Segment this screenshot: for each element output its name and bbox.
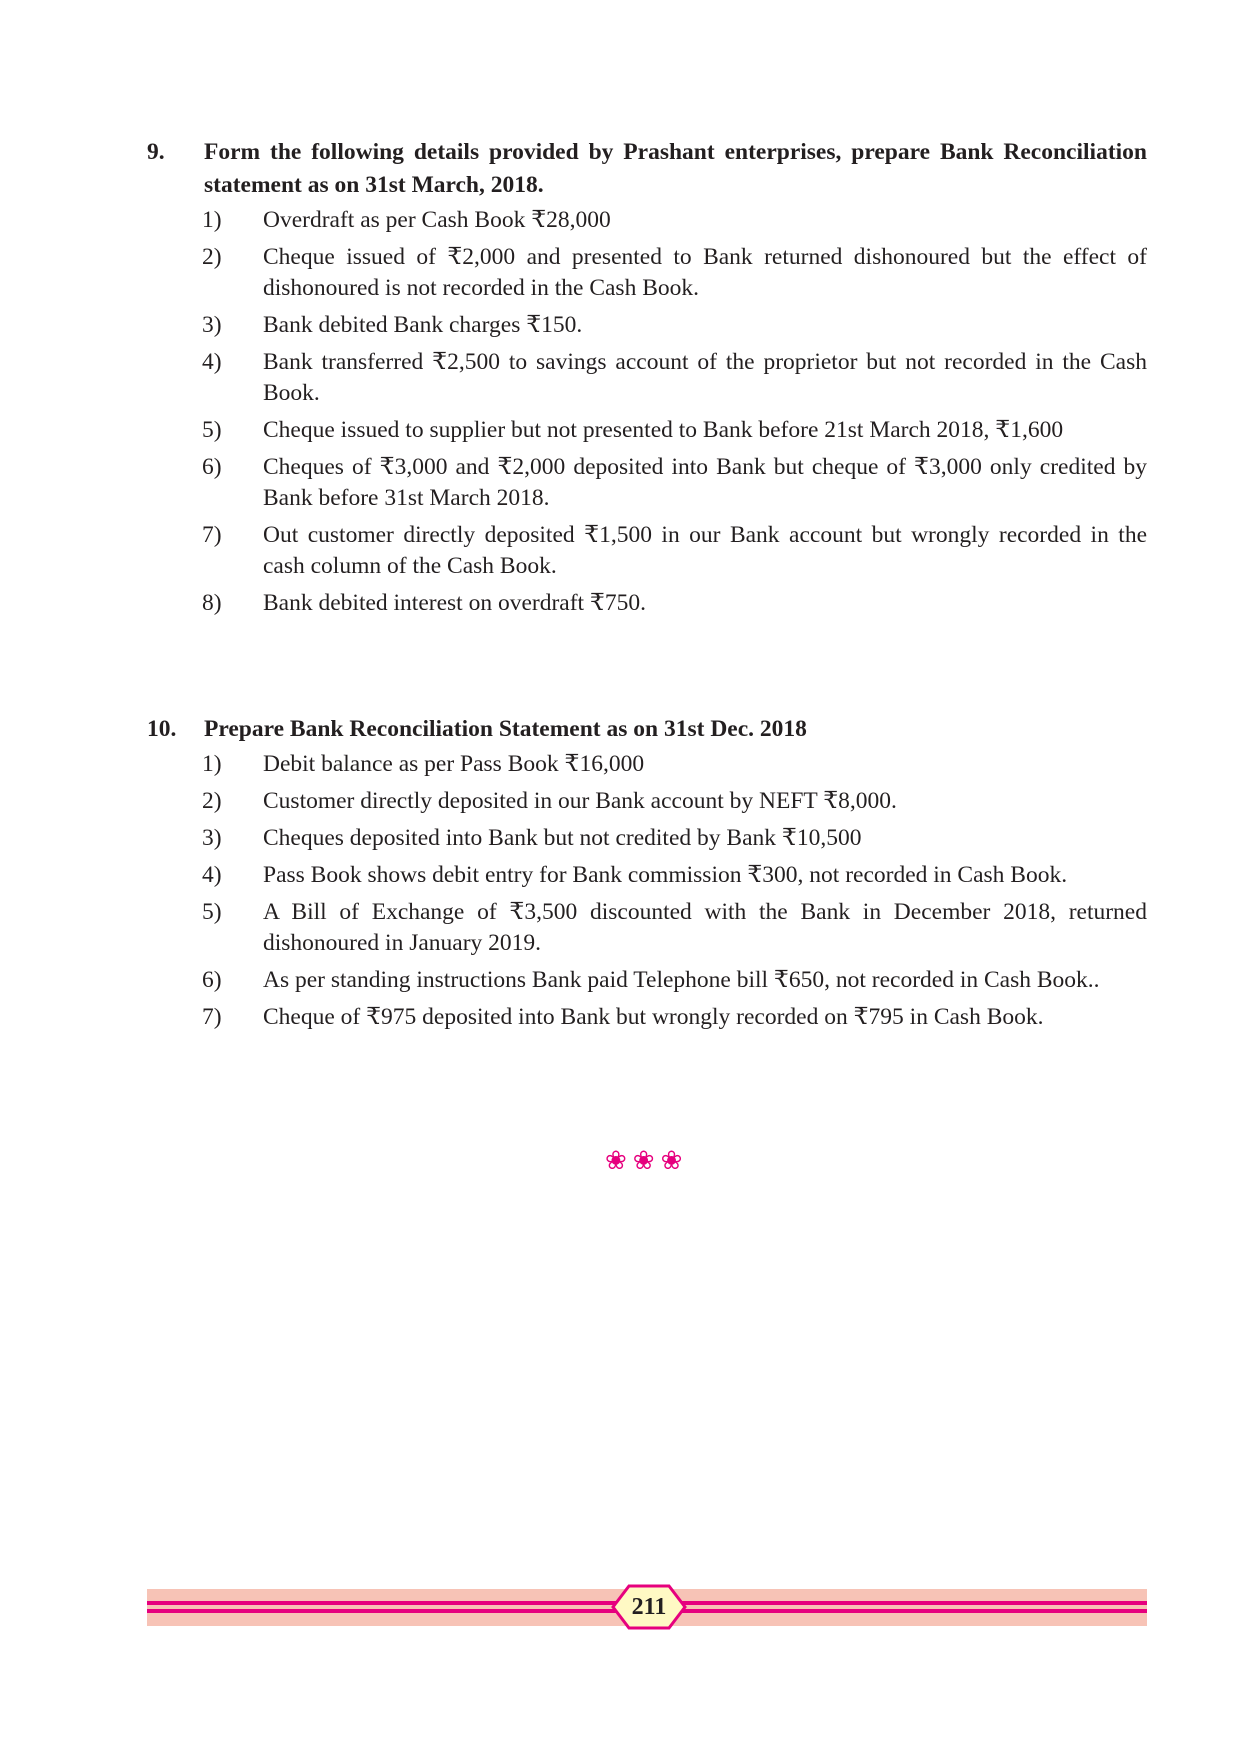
list-item — [147, 520, 1147, 582]
list-item — [147, 786, 1147, 817]
item-number: 7) — [202, 522, 222, 548]
item-text: Bank debited interest on overdraft ₹750. — [263, 590, 647, 616]
item-number: 2) — [202, 788, 222, 814]
item-text: Bank debited Bank charges ₹150. — [263, 312, 583, 338]
list-item — [147, 965, 1147, 996]
list-item — [147, 347, 1147, 409]
list-item — [147, 588, 1147, 619]
list-item — [147, 415, 1147, 446]
item-number: 8) — [202, 590, 222, 616]
item-text: Overdraft as per Cash Book ₹28,000 — [263, 207, 611, 233]
question-items — [147, 205, 1147, 619]
item-number: 7) — [202, 1004, 222, 1030]
list-item — [147, 897, 1147, 959]
list-item — [147, 860, 1147, 891]
list-item — [147, 1002, 1147, 1033]
item-number: 2) — [202, 244, 222, 270]
question-items — [147, 749, 1147, 1033]
flower-ornament-icon: ❀❀❀ — [605, 1146, 689, 1176]
question-heading — [147, 136, 1147, 202]
item-text: Cheques of ₹3,000 and ₹2,000 deposited into Bank but cheque of ₹3,000 only credited by Bank before 31st March 2018. — [263, 454, 1147, 511]
item-text: Bank transferred ₹2,500 to savings account of the proprietor but not recorded in the Cash Book. — [263, 349, 1147, 406]
item-number: 6) — [202, 454, 222, 480]
list-item — [147, 242, 1147, 304]
item-text: Pass Book shows debit entry for Bank commission ₹300, not recorded in Cash Book. — [263, 862, 1068, 888]
item-number: 6) — [202, 967, 222, 993]
item-number: 4) — [202, 862, 222, 888]
item-number: 3) — [202, 312, 222, 338]
item-text: As per standing instructions Bank paid Telephone bill ₹650, not recorded in Cash Book.. — [263, 967, 1100, 993]
item-number: 1) — [202, 207, 222, 233]
page-footer — [147, 1584, 1147, 1630]
question-number: 9. — [147, 139, 165, 165]
question-title: Prepare Bank Reconciliation Statement as on 31st Dec. 2018 — [204, 716, 807, 742]
item-text: Cheque issued to supplier but not presented to Bank before 21st March 2018, ₹1,600 — [263, 417, 1064, 443]
list-item — [147, 310, 1147, 341]
item-number: 1) — [202, 751, 222, 777]
item-text: Customer directly deposited in our Bank account by NEFT ₹8,000. — [263, 788, 897, 814]
question-number: 10. — [147, 716, 177, 742]
item-number: 5) — [202, 417, 222, 443]
item-text: Cheque of ₹975 deposited into Bank but wrongly recorded on ₹795 in Cash Book. — [263, 1004, 1044, 1030]
list-item — [147, 205, 1147, 236]
item-number: 5) — [202, 899, 222, 925]
question-title: Form the following details provided by Prashant enterprises, prepare Bank Reconciliation statement as on 31st March, 2018. — [204, 139, 1147, 198]
item-text: Debit balance as per Pass Book ₹16,000 — [263, 751, 645, 777]
list-item — [147, 452, 1147, 514]
question-10 — [147, 713, 1147, 1039]
item-number: 4) — [202, 349, 222, 375]
page-number: 211 — [631, 1594, 667, 1620]
question-heading — [147, 713, 1147, 746]
question-9 — [147, 136, 1147, 625]
item-text: Out customer directly deposited ₹1,500 in our Bank account but wrongly recorded in the cash column of the Cash Book. — [263, 522, 1147, 579]
item-text: Cheques deposited into Bank but not credited by Bank ₹10,500 — [263, 825, 862, 851]
list-item — [147, 749, 1147, 780]
item-text: A Bill of Exchange of ₹3,500 discounted with the Bank in December 2018, returned dishonoured in January 2019. — [263, 899, 1147, 956]
item-number: 3) — [202, 825, 222, 851]
item-text: Cheque issued of ₹2,000 and presented to Bank returned dishonoured but the effect of dishonoured is not recorded in the Cash Book. — [263, 244, 1147, 301]
list-item — [147, 823, 1147, 854]
